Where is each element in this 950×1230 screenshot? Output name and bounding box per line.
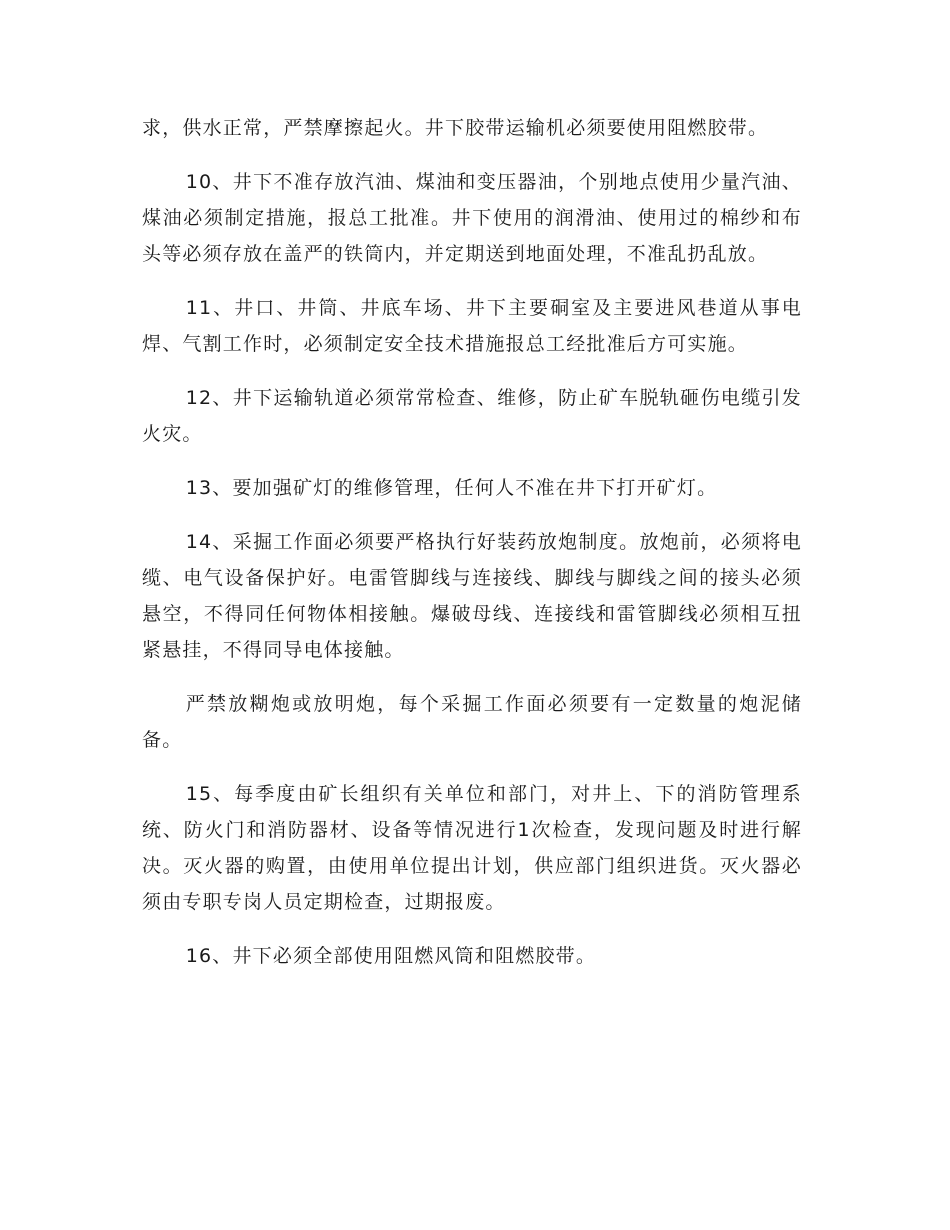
paragraph-item-15: 15、每季度由矿长组织有关单位和部门，对井上、下的消防管理系统、防火门和消防器材、设备等情况进行1次检查，发现问题及时进行解决。灭火器的购置，由使用单位提出计划，供应部门组织进货。灭火器必须由专职专岗人员定期检查，过期报废。	[142, 783, 802, 913]
document-body	[142, 110, 802, 992]
paragraph-item-10: 10、井下不准存放汽油、煤油和变压器油，个别地点使用少量汽油、煤油必须制定措施，报总工批准。井下使用的润滑油、使用过的棉纱和布头等必须存放在盖严的铁筒内，并定期送到地面处理，不准乱扔乱放。	[142, 171, 802, 265]
paragraph-item-13: 13、要加强矿灯的维修管理，任何人不准在井下打开矿灯。	[185, 477, 718, 499]
paragraph-item-14: 14、采掘工作面必须要严格执行好装药放炮制度。放炮前，必须将电缆、电气设备保护好。电雷管脚线与连接线、脚线与脚线之间的接头必须悬空，不得同任何物体相接触。爆破母线、连接线和雷管脚线必须相互扭紧悬挂，不得同导电体接触。	[142, 531, 802, 661]
paragraph-item-11: 11、井口、井筒、井底车场、井下主要硐室及主要进风巷道从事电焊、气割工作时，必须制定安全技术措施报总工经批准后方可实施。	[142, 297, 802, 355]
paragraph-item-14-note: 严禁放糊炮或放明炮，每个采掘工作面必须要有一定数量的炮泥储备。	[142, 693, 802, 751]
paragraph-continuation: 求，供水正常，严禁摩擦起火。井下胶带运输机必须要使用阻燃胶带。	[142, 117, 769, 139]
paragraph-item-16: 16、井下必须全部使用阻燃风筒和阻燃胶带。	[185, 945, 597, 967]
paragraph-item-12: 12、井下运输轨道必须常常检查、维修，防止矿车脱轨砸伤电缆引发火灾。	[142, 387, 802, 445]
